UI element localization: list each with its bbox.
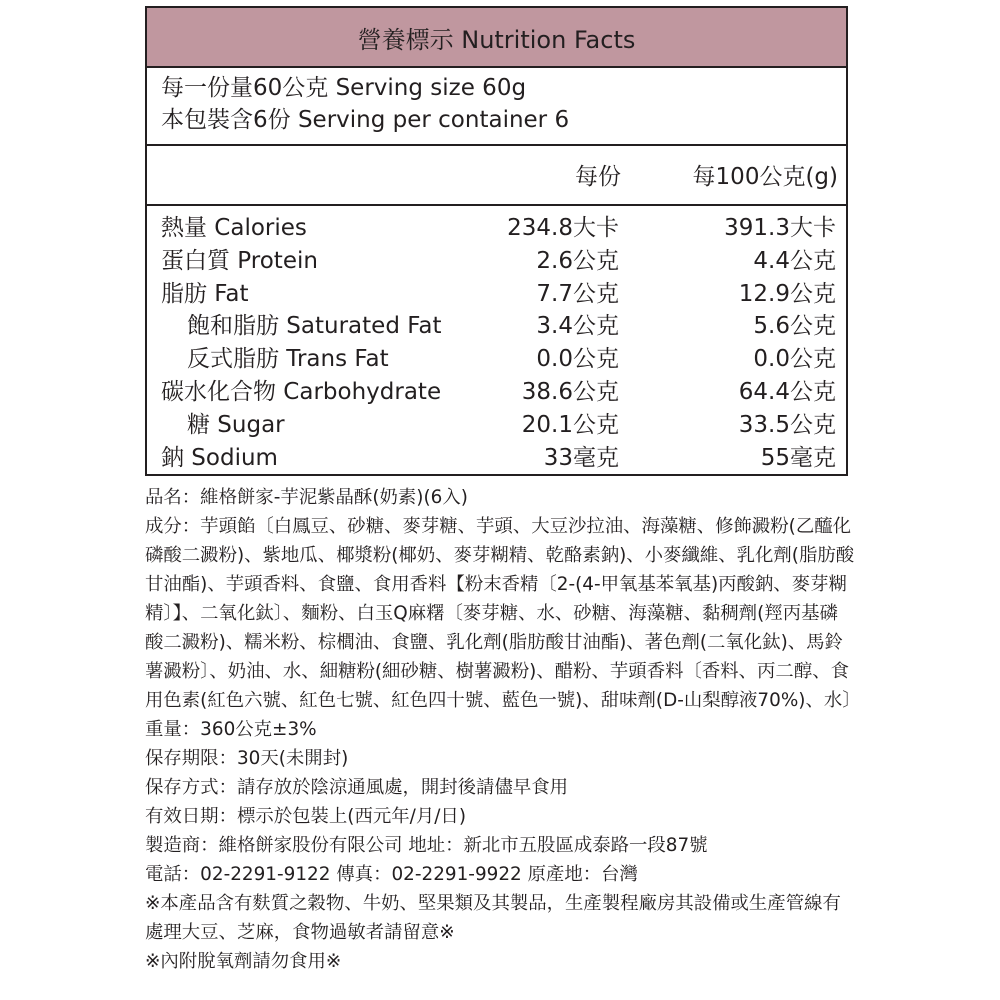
- nutrient-per-serving: 234.8大卡: [507, 215, 619, 241]
- nutrient-per-serving: 20.1公克: [521, 411, 619, 438]
- nutrient-rows: [147, 206, 846, 474]
- column-header-per-100g: 每100公克(g): [692, 164, 838, 190]
- nutrient-label: 反式脂肪 Trans Fat: [187, 346, 389, 373]
- nutrition-facts-title: 營養標示 Nutrition Facts: [357, 25, 636, 54]
- nutrient-per-100g: 33.5公克: [738, 411, 836, 438]
- nutrient-row-sugar: [147, 409, 846, 442]
- nutrient-per-100g: 0.0公克: [753, 346, 836, 373]
- nutrient-label: 碳水化合物 Carbohydrate: [161, 378, 442, 405]
- nutrient-label: 熱量 Calories: [161, 215, 307, 241]
- serving-info: [147, 68, 846, 146]
- nutrient-row-calories: [147, 212, 846, 245]
- nutrient-per-serving: 3.4公克: [536, 313, 619, 340]
- product-info: [145, 483, 861, 976]
- nutrient-row-saturated-fat: [147, 310, 846, 343]
- shelf-life: 保存期限：30天(未開封): [145, 748, 349, 769]
- product-name: 品名：維格餅家-芋泥紫晶酥(奶素)(6入): [145, 487, 468, 508]
- nutrient-row-carbohydrate: [147, 376, 846, 409]
- nutrient-row-sodium: [147, 442, 846, 475]
- column-headers: [147, 146, 846, 206]
- nutrient-per-serving: 38.6公克: [521, 378, 619, 405]
- contact-origin: 電話：02-2291-9122 傳真：02-2291-9922 原產地：台灣: [145, 864, 638, 885]
- nutrient-per-serving: 7.7公克: [536, 280, 619, 307]
- nutrient-per-100g: 391.3大卡: [724, 215, 836, 241]
- nutrient-per-100g: 4.4公克: [753, 247, 836, 274]
- storage-instructions: 保存方式：請存放於陰涼通風處，開封後請儘早食用: [145, 777, 568, 798]
- nutrient-label: 飽和脂肪 Saturated Fat: [187, 313, 442, 340]
- nutrient-per-100g: 64.4公克: [738, 378, 836, 405]
- nutrient-per-100g: 12.9公克: [738, 280, 836, 307]
- nutrient-label: 蛋白質 Protein: [161, 247, 318, 274]
- expiry-date: 有效日期：標示於包裝上(西元年/月/日): [145, 806, 466, 827]
- nutrient-label: 脂肪 Fat: [161, 280, 249, 307]
- serving-size: 每一份量60公克 Serving size 60g: [161, 75, 527, 101]
- nutrient-label: 糖 Sugar: [187, 411, 285, 438]
- nutrient-row-trans-fat: [147, 343, 846, 376]
- nutrient-label: 鈉 Sodium: [161, 444, 278, 471]
- nutrient-row-fat: [147, 278, 846, 311]
- nutrition-facts-header: [147, 8, 846, 68]
- nutrient-per-100g: 5.6公克: [753, 313, 836, 340]
- nutrient-per-serving: 0.0公克: [536, 346, 619, 373]
- nutrient-per-serving: 2.6公克: [536, 247, 619, 274]
- ingredients-list: 成分：芋頭餡〔白鳳豆、砂糖、麥芽糖、芋頭、大豆沙拉油、海藻糖、修飾澱粉(乙醯化磷酸二澱粉)、紫地瓜、椰漿粉(椰奶、麥芽糊精、乾酪素鈉)、小麥纖維、乳化劑(脂肪酸甘油酯)、芋頭香料、食鹽、食用香料【粉末香精〔2-(4-甲氧基苯氧基)丙酸鈉、麥芽糊精〕】、二氧化鈦〕、麵粉、白玉Q麻糬〔麥芽糖、水、砂糖、海藻糖、黏稠劑(羥丙基磷酸二澱粉)、糯米粉、棕櫚油、食鹽、乳化劑(脂肪酸甘油酯)、著色劑(二氧化鈦)、馬鈴薯澱粉〕、奶油、水、細糖粉(細砂糖、樹薯澱粉)、醋粉、芋頭香料〔香料、丙二醇、食用色素(紅色六號、紅色七號、紅色四十號、藍色一號)、甜味劑(D-山梨醇液70%)、水〕: [145, 516, 861, 711]
- nutrient-per-serving: 33毫克: [543, 444, 619, 471]
- servings-per-container: 本包裝含6份 Serving per container 6: [161, 107, 570, 133]
- nutrient-per-100g: 55毫克: [760, 444, 836, 471]
- net-weight: 重量：360公克±3%: [145, 719, 317, 740]
- allergen-warning: ※本產品含有麩質之穀物、牛奶、堅果類及其製品，生產製程廠房其設備或生產管線有處理大豆、芝麻，食物過敏者請留意※: [145, 893, 841, 943]
- nutrition-facts-table: [145, 6, 848, 476]
- column-header-per-serving: 每份: [575, 164, 621, 190]
- manufacturer: 製造商：維格餅家股份有限公司 地址：新北市五股區成泰路一段87號: [145, 835, 708, 856]
- deoxidizer-notice: ※內附脫氧劑請勿食用※: [145, 951, 342, 972]
- nutrient-row-protein: [147, 245, 846, 278]
